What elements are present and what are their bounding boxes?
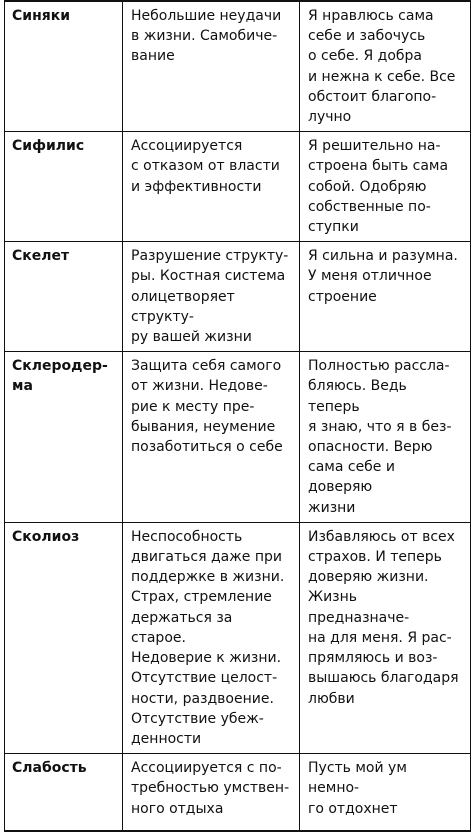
table-row [5,754,471,831]
conditions-table [4,0,471,832]
condition-term-text: Сифилис [12,138,85,155]
probable-cause-text: Ассоциируется с по- требностью умствен- ного отдыха [131,760,290,817]
condition-term [5,1,123,132]
condition-term-text: Склеродер- ма [12,358,108,395]
table-row [5,242,471,352]
condition-term [5,242,123,352]
probable-cause-text: Ассоциируется с отказом от власти и эффективности [131,138,280,195]
probable-cause-text: Неспособность двигаться даже при поддержке в жизни. Страх, стремление держаться за старое. Недоверие к жизни. Отсутствие целост- ности, раздвоение. Отсутствие убеж- денности [131,528,285,747]
condition-term [5,754,123,831]
affirmation-text: Пусть мой ум немно- го отдохнет [308,760,407,817]
table-row [5,132,471,242]
condition-term-text: Скелет [12,248,70,265]
probable-cause [123,1,300,132]
affirmation [300,132,471,242]
probable-cause [123,352,300,523]
affirmation [300,242,471,352]
affirmation [300,754,471,831]
affirmation-text: Я сильна и разумна. У меня отличное строение [308,248,458,305]
probable-cause-text: Небольшие неудачи в жизни. Самобиче- вание [131,8,282,65]
condition-term [5,132,123,242]
affirmation-text: Полностью рассла- бляюсь. Ведь теперь я знаю, что я в без- опасности. Верю сама себе и доверяю жизни [308,358,452,516]
affirmation-text: Избавляюсь от всех страхов. И теперь доверяю жизни. Жизнь предназначе- на для меня. Я рас- прямляюсь и воз- вышаюсь благодаря любви [308,528,459,707]
table-row [5,1,471,132]
probable-cause [123,132,300,242]
affirmation [300,352,471,523]
probable-cause [123,242,300,352]
probable-cause-text: Защита себя самого от жизни. Недове- рие к месту пре- бывания, неумение позаботиться о себе [131,358,283,456]
condition-term [5,352,123,523]
table-row [5,352,471,523]
probable-cause [123,754,300,831]
affirmation-text: Я нравлюсь сама себе и забочусь о себе. Я добра и нежна к себе. Все обстоит благопо- лучно [308,8,456,126]
affirmation-text: Я решительно на- строена быть сама собой. Одобряю собственные по- ступки [308,138,449,236]
affirmation [300,1,471,132]
condition-term-text: Сколиоз [12,528,80,545]
probable-cause-text: Разрушение структу- ры. Костная система олицетворяет структу- ру вашей жизни [131,248,289,346]
condition-term-text: Синяки [12,8,71,24]
condition-term-text: Слабость [12,760,87,777]
